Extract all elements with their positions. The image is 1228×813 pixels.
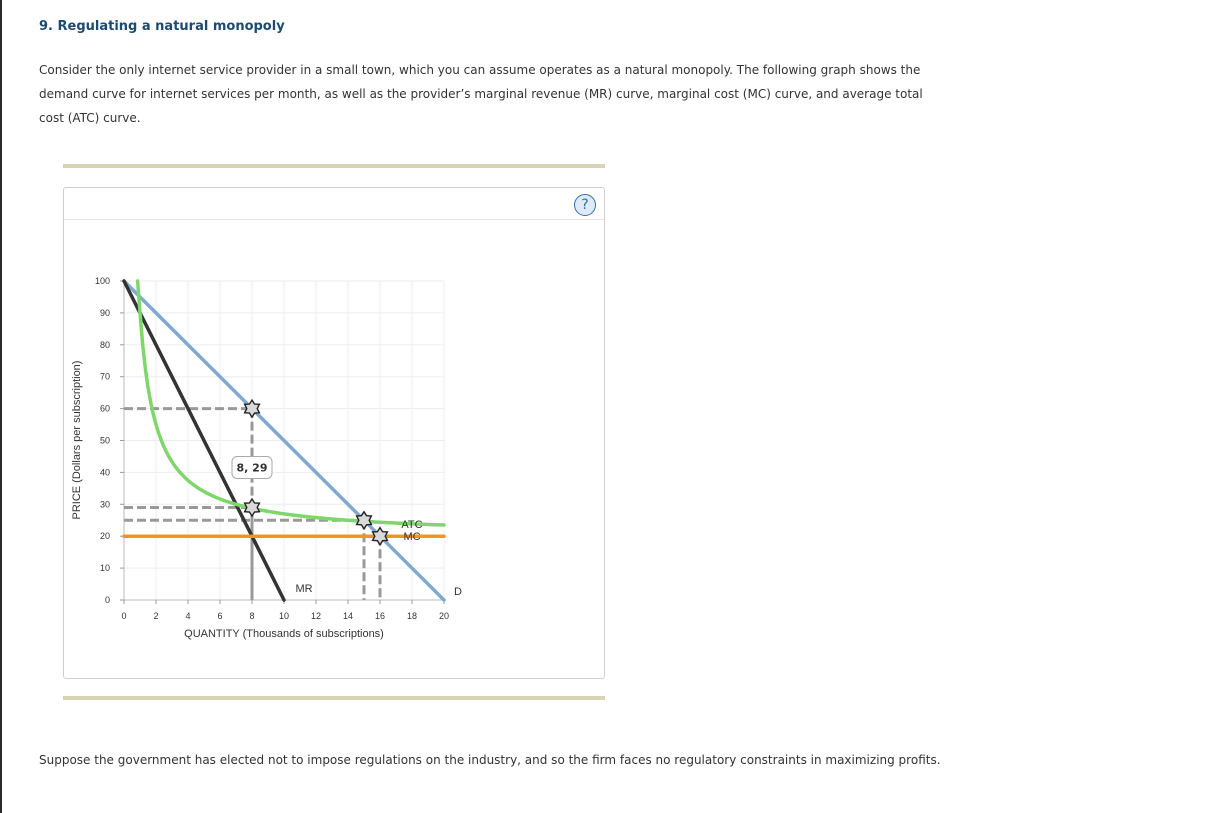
graph-panel xyxy=(63,187,605,679)
y-tick-label: 40 xyxy=(99,467,110,478)
y-tick-label: 80 xyxy=(99,339,110,350)
x-tick-label: 2 xyxy=(153,611,159,621)
x-tick-label: 0 xyxy=(121,611,127,621)
y-tick-label: 30 xyxy=(99,499,110,510)
x-tick-label: 14 xyxy=(342,611,354,621)
y-tick-label: 10 xyxy=(99,563,110,574)
x-tick-label: 12 xyxy=(310,611,322,621)
x-tick-label: 16 xyxy=(374,611,386,621)
help-icon: ? xyxy=(581,197,589,213)
x-tick-label: 20 xyxy=(438,611,450,621)
curve-label-d: D xyxy=(454,586,462,599)
x-tick-label: 18 xyxy=(406,611,418,621)
curve-label-mc: MC xyxy=(403,531,421,544)
question-intro: Consider the only internet service provider in a small town, which you can assume operates as a natural monopoly. The following graph shows the demand curve for internet services per month, as well as the provider’s marginal revenue (MR) curve, marginal cost (MC) curve, and average total cost (ATC) curve. xyxy=(39,63,923,125)
curve-label-mr: MR xyxy=(295,583,313,596)
tooltip-text: 8, 29 xyxy=(236,461,268,475)
y-tick-label: 100 xyxy=(94,276,110,286)
x-tick-label: 4 xyxy=(185,611,191,621)
y-tick-label: 60 xyxy=(99,403,110,414)
y-tick-label: 70 xyxy=(99,371,110,382)
y-tick-label: 20 xyxy=(99,531,110,542)
x-axis-title: QUANTITY (Thousands of subscriptions) xyxy=(184,628,384,640)
x-tick-label: 10 xyxy=(278,611,290,621)
chart-labels xyxy=(232,456,462,598)
curve-label-atc: ATC xyxy=(401,518,423,531)
y-tick-label: 90 xyxy=(99,307,110,318)
left-border xyxy=(0,0,2,813)
divider-bottom xyxy=(63,696,605,700)
monopoly-chart[interactable] xyxy=(64,188,604,678)
y-tick-label: 50 xyxy=(99,435,110,446)
point-marker[interactable] xyxy=(245,499,260,516)
x-tick-label: 6 xyxy=(217,611,223,621)
question-title: 9. Regulating a natural monopoly xyxy=(39,19,285,34)
divider-top xyxy=(63,164,605,168)
x-tick-label: 8 xyxy=(249,611,255,621)
y-axis-title: PRICE (Dollars per subscription) xyxy=(71,360,83,520)
y-tick-label: 0 xyxy=(104,595,110,605)
question-footer: Suppose the government has elected not to impose regulations on the industry, and so the firm faces no regulatory constraints in maximizing profits. xyxy=(39,753,941,767)
